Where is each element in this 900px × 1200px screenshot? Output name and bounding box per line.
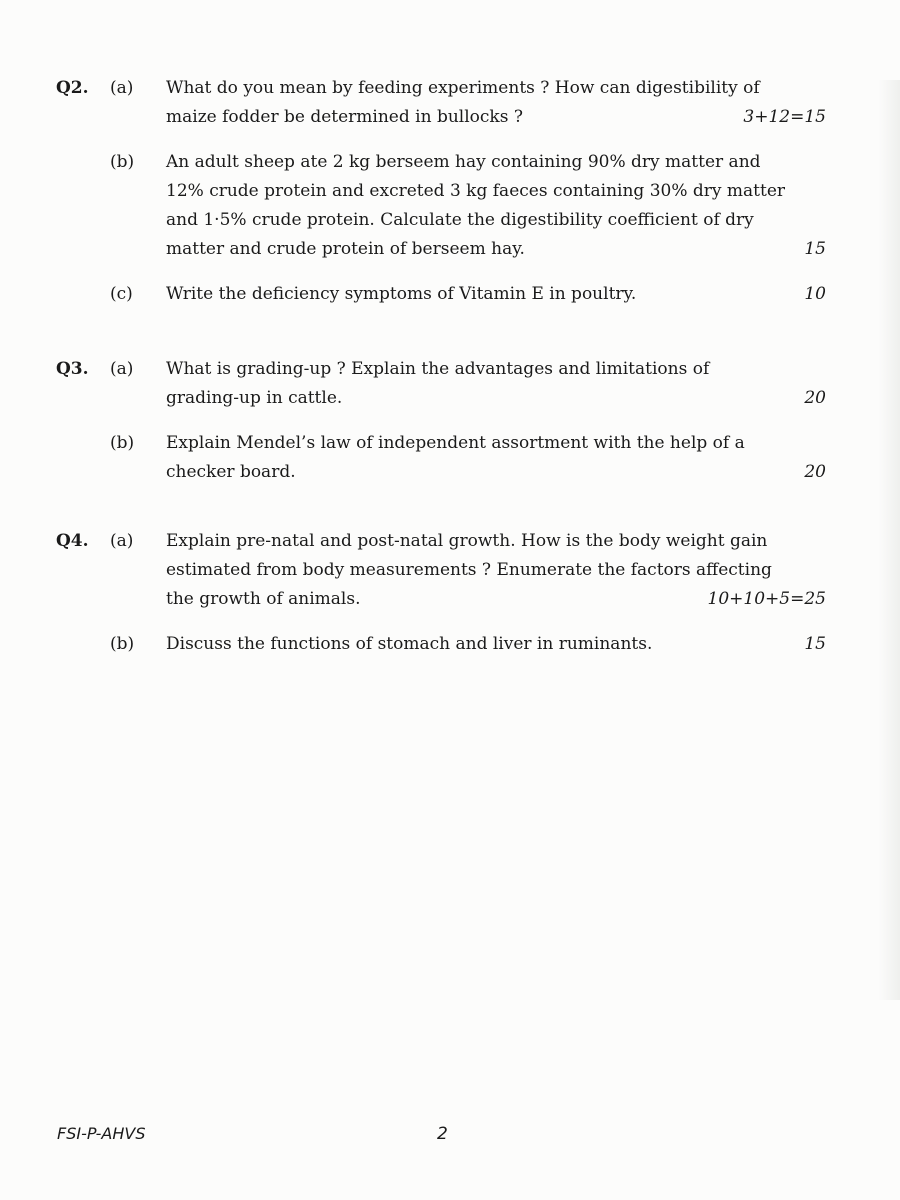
part-text-line: Explain Mendel’s law of independent assortment with the help of a <box>166 433 745 453</box>
part-label: (b) <box>110 152 135 172</box>
marks: 15 <box>804 634 826 654</box>
question-part <box>110 74 836 132</box>
page-number: 2 <box>437 1124 448 1144</box>
scan-shadow <box>878 80 900 1000</box>
question-number: Q3. <box>56 359 89 379</box>
question-number: Q2. <box>56 78 89 98</box>
part-text-line: Explain pre-natal and post-natal growth. How is the body weight gain <box>166 531 768 551</box>
part-text-line: What is grading-up ? Explain the advantages and limitations of <box>166 359 710 379</box>
part-text-line: estimated from body measurements ? Enumerate the factors affecting <box>166 560 772 580</box>
part-label: (a) <box>110 531 134 551</box>
question-2 <box>56 74 836 325</box>
marks: 3+12=15 <box>743 107 826 127</box>
part-text-line: matter and crude protein of berseem hay. <box>166 239 525 259</box>
part-text-line: maize fodder be determined in bullocks ? <box>166 107 523 127</box>
question-part <box>110 280 836 309</box>
part-text-line: What do you mean by feeding experiments ? How can digestibility of <box>166 78 760 98</box>
question-part <box>110 148 836 264</box>
part-text-line: 12% crude protein and excreted 3 kg faeces containing 30% dry matter <box>166 181 786 201</box>
paper-code: FSI-P-AHVS <box>57 1124 146 1143</box>
question-3 <box>56 355 836 503</box>
part-label: (a) <box>110 78 134 98</box>
part-label: (a) <box>110 359 134 379</box>
marks: 15 <box>804 239 826 259</box>
part-text-line: Write the deficiency symptoms of Vitamin E in poultry. <box>166 284 637 304</box>
part-text-line: the growth of animals. <box>166 589 361 609</box>
marks: 10+10+5=25 <box>707 589 826 609</box>
part-label: (c) <box>110 284 133 304</box>
question-4 <box>56 527 836 675</box>
question-part <box>110 527 836 614</box>
part-label: (b) <box>110 634 135 654</box>
part-text-line: checker board. <box>166 462 296 482</box>
part-text-line: An adult sheep ate 2 kg berseem hay containing 90% dry matter and <box>166 152 761 172</box>
part-text-line: and 1·5% crude protein. Calculate the digestibility coefficient of dry <box>166 210 754 230</box>
part-text-line: grading-up in cattle. <box>166 388 343 408</box>
question-number: Q4. <box>56 531 89 551</box>
question-part <box>110 630 836 659</box>
marks: 10 <box>804 284 826 304</box>
question-part <box>110 429 836 487</box>
part-text-line: Discuss the functions of stomach and liver in ruminants. <box>166 634 653 654</box>
marks: 20 <box>804 388 826 408</box>
marks: 20 <box>804 462 826 482</box>
question-part <box>110 355 836 413</box>
part-label: (b) <box>110 433 135 453</box>
